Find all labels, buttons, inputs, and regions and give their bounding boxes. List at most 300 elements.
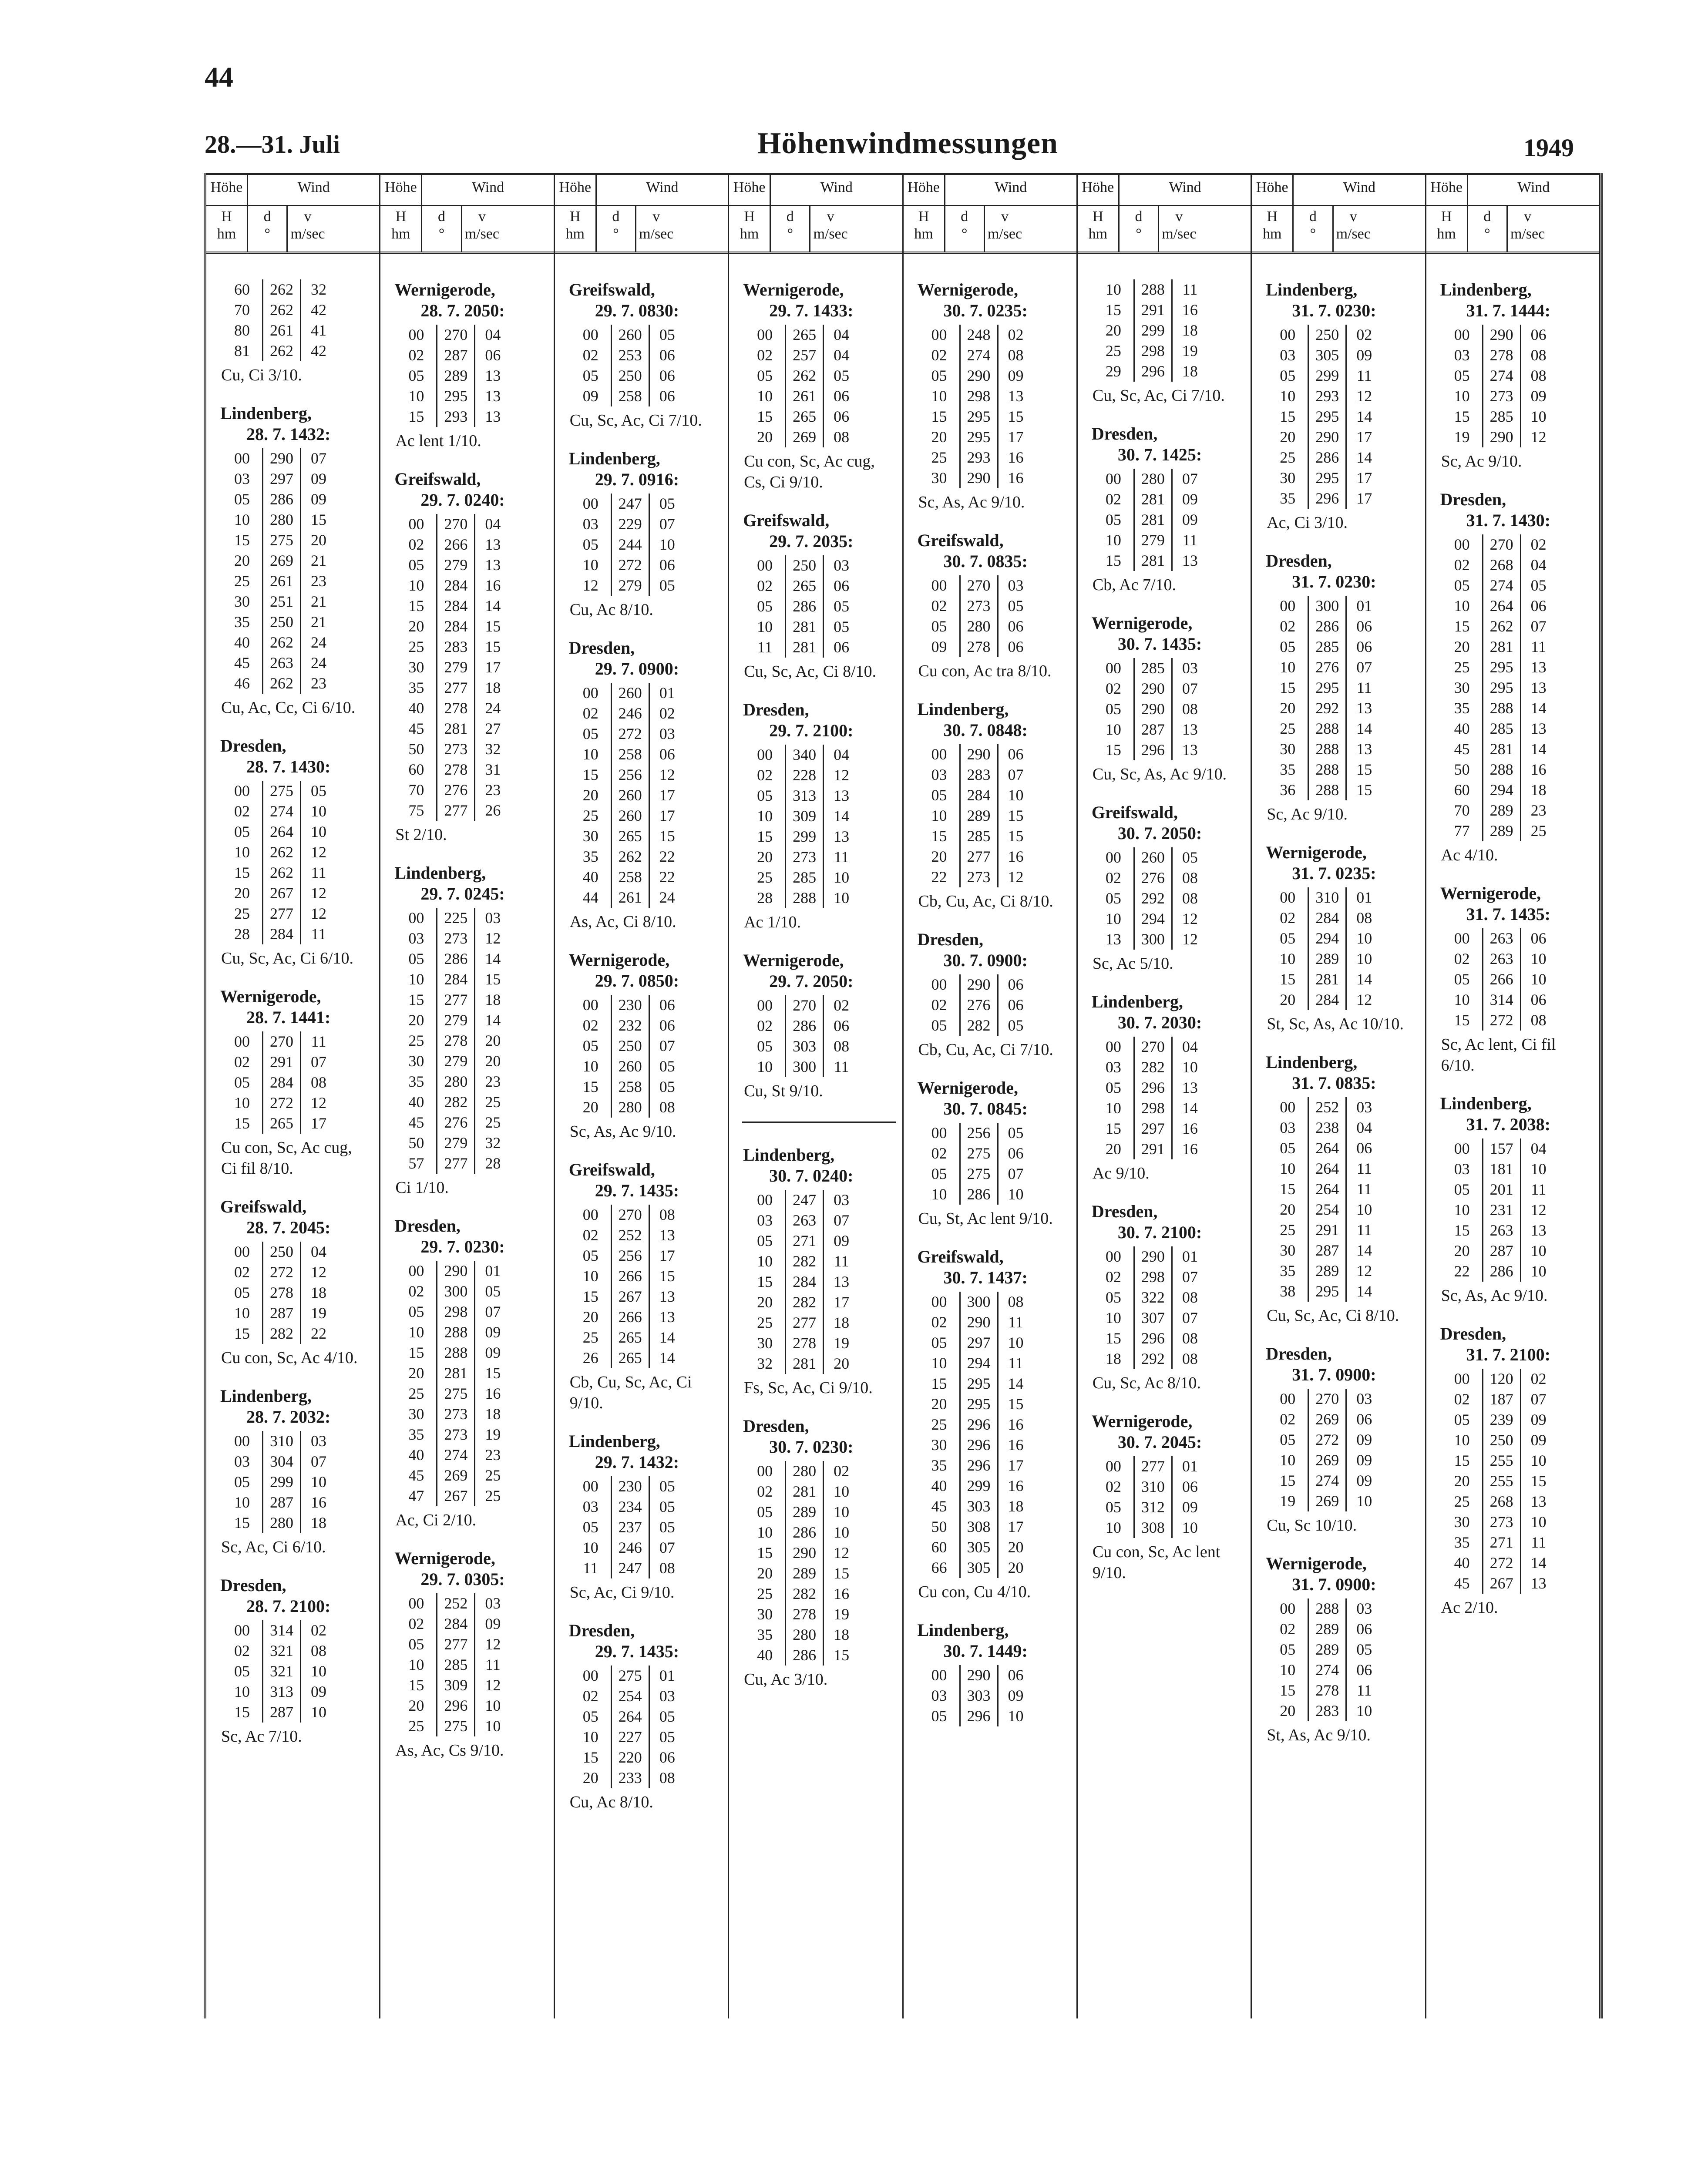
speed-cell: 14 — [1182, 1099, 1198, 1117]
direction-cell: 260 — [611, 683, 650, 703]
height-cell: 15 — [1454, 1222, 1470, 1239]
station-name: Lindenberg, — [568, 449, 660, 468]
height-cell: 30 — [757, 1334, 773, 1352]
wind-rows — [571, 494, 722, 596]
header-wind: Wind — [1120, 175, 1251, 206]
station-datetime: 29. 7. 1435: — [595, 1642, 679, 1661]
header-hoehe: Höhe — [729, 175, 771, 206]
height-cell: 10 — [408, 1656, 424, 1673]
station-datetime: 31. 7. 0900: — [1292, 1575, 1376, 1594]
speed-cell: 06 — [834, 408, 850, 425]
height-cell: 77 — [1454, 822, 1470, 840]
direction-cell: 281 — [785, 637, 824, 658]
direction-cell: 291 — [1133, 300, 1173, 320]
height-cell: 35 — [1280, 761, 1296, 778]
speed-cell: 17 — [659, 1247, 675, 1264]
speed-cell: 10 — [1182, 1058, 1198, 1076]
speed-cell: 08 — [311, 1074, 326, 1091]
cloud-note: Cb, Ac 7/10. — [1092, 576, 1176, 594]
station-datetime: 31. 7. 0835: — [1292, 1073, 1376, 1093]
direction-cell: 267 — [262, 883, 301, 903]
station-block — [1091, 613, 1244, 785]
height-cell: 00 — [1454, 1370, 1470, 1387]
speed-cell: 20 — [1008, 1538, 1024, 1556]
direction-cell: 296 — [1133, 740, 1173, 760]
height-cell: 00 — [1105, 1038, 1121, 1055]
column-header — [1252, 173, 1425, 254]
station-block — [568, 1431, 722, 1603]
direction-cell: 310 — [1133, 1477, 1173, 1497]
station-datetime: 30. 7. 0848: — [943, 720, 1028, 740]
station-name: Dresden, — [220, 1575, 286, 1595]
height-cell: 00 — [1280, 1098, 1296, 1116]
height-cell: 10 — [757, 1524, 773, 1541]
direction-cell: 287 — [1482, 1241, 1521, 1261]
direction-cell: 265 — [785, 325, 824, 345]
direction-cell: 262 — [785, 366, 824, 386]
speed-cell: 12 — [485, 930, 501, 947]
speed-cell: 42 — [311, 342, 326, 359]
height-cell: 15 — [1280, 1472, 1296, 1489]
speed-cell: 03 — [1008, 577, 1024, 594]
direction-cell: 304 — [262, 1451, 301, 1472]
speed-cell: 11 — [311, 1033, 326, 1050]
direction-cell: 281 — [1482, 637, 1521, 657]
height-cell: 02 — [582, 705, 598, 722]
speed-cell: 10 — [1008, 786, 1024, 804]
speed-cell: 24 — [311, 654, 326, 672]
speed-cell: 09 — [1530, 1431, 1547, 1449]
cloud-note: St, As, Ac 9/10. — [1267, 1726, 1371, 1744]
station-block — [917, 1078, 1070, 1229]
cloud-note: Cb, Cu, Sc, Ac, Ci 9/10. — [569, 1373, 692, 1412]
speed-cell: 16 — [1182, 301, 1198, 319]
direction-cell: 283 — [436, 637, 475, 657]
height-cell: 35 — [234, 613, 250, 631]
height-cell: 20 — [582, 1308, 598, 1326]
direction-cell: 277 — [1133, 1456, 1173, 1477]
height-cell: 10 — [757, 1253, 773, 1270]
height-cell: 00 — [234, 1432, 250, 1450]
wind-rows — [1268, 887, 1419, 1010]
direction-cell: 303 — [959, 1686, 999, 1706]
direction-cell: 322 — [1133, 1287, 1173, 1308]
direction-cell: 310 — [262, 1431, 301, 1451]
direction-cell: 286 — [785, 1522, 824, 1543]
header-d: d ° — [945, 206, 985, 252]
direction-cell: 295 — [1308, 678, 1347, 698]
height-cell: 19 — [1280, 1492, 1296, 1510]
direction-cell: 273 — [959, 867, 999, 887]
station-block — [1091, 991, 1244, 1184]
station-name: Dresden, — [1091, 1202, 1158, 1221]
speed-cell: 16 — [834, 1585, 850, 1602]
height-cell: 45 — [1454, 740, 1470, 758]
direction-cell: 280 — [785, 1461, 824, 1481]
speed-cell: 08 — [1182, 1330, 1198, 1347]
height-cell: 70 — [408, 781, 424, 799]
wind-rows — [222, 1620, 373, 1723]
height-cell: 00 — [931, 1124, 947, 1142]
speed-cell: 08 — [1008, 1293, 1024, 1310]
height-cell: 20 — [1280, 1702, 1296, 1719]
direction-cell: 266 — [611, 1307, 650, 1327]
speed-cell: 15 — [834, 1565, 850, 1582]
direction-cell: 289 — [785, 1502, 824, 1522]
wind-rows — [571, 995, 722, 1118]
height-cell: 00 — [1454, 930, 1470, 947]
speed-cell: 15 — [1356, 781, 1372, 799]
cloud-note: Ac 1/10. — [744, 913, 801, 931]
height-cell: 05 — [408, 1303, 424, 1320]
cloud-note: Sc, Ac 9/10. — [1441, 452, 1522, 470]
speed-cell: 04 — [834, 746, 850, 763]
cloud-note: Sc, As, Ac 9/10. — [918, 493, 1025, 511]
height-cell: 00 — [757, 557, 773, 574]
header-hoehe: Höhe — [1252, 175, 1294, 206]
speed-cell: 14 — [1530, 1554, 1547, 1572]
speed-cell: 09 — [485, 1323, 501, 1341]
direction-cell: 261 — [785, 386, 824, 406]
height-cell: 36 — [1280, 781, 1296, 799]
height-cell: 15 — [1280, 1180, 1296, 1198]
direction-cell: 278 — [785, 1333, 824, 1353]
header-hoehe: Höhe — [904, 175, 945, 206]
speed-cell: 32 — [485, 1134, 501, 1152]
speed-cell: 07 — [1008, 766, 1024, 783]
direction-cell: 261 — [262, 320, 301, 341]
wind-rows — [222, 781, 373, 944]
speed-cell: 05 — [1530, 577, 1547, 594]
direction-cell: 289 — [1308, 1639, 1347, 1660]
wind-rows — [571, 1205, 722, 1368]
height-cell: 35 — [408, 679, 424, 696]
speed-cell: 10 — [1530, 1160, 1547, 1178]
direction-cell: 230 — [611, 1476, 650, 1497]
height-cell: 10 — [757, 807, 773, 825]
speed-cell: 07 — [834, 1212, 850, 1229]
station-name: Lindenberg, — [568, 1431, 660, 1451]
wind-rows — [396, 325, 547, 427]
direction-cell: 270 — [785, 995, 824, 1016]
cloud-note: Cu, Sc, Ac, Ci 7/10. — [569, 411, 702, 430]
cloud-note: Ac, Ci 2/10. — [395, 1511, 477, 1529]
wind-rows — [745, 555, 896, 658]
speed-cell: 05 — [485, 1283, 501, 1300]
header-h: H hm — [206, 206, 248, 252]
speed-cell: 20 — [485, 1032, 501, 1049]
height-cell: 30 — [408, 1405, 424, 1423]
direction-cell: 281 — [436, 1363, 475, 1384]
speed-cell: 14 — [834, 807, 850, 825]
height-cell: 10 — [1105, 1519, 1121, 1536]
direction-cell: 262 — [262, 842, 301, 863]
speed-cell: 05 — [659, 1478, 675, 1495]
speed-cell: 05 — [659, 1728, 675, 1746]
wind-rows — [919, 1292, 1070, 1578]
direction-cell: 289 — [1308, 949, 1347, 969]
height-cell: 50 — [408, 740, 424, 758]
speed-cell: 12 — [1182, 910, 1198, 927]
direction-cell: 271 — [1482, 1532, 1521, 1553]
height-cell: 15 — [582, 1749, 598, 1766]
height-cell: 10 — [1280, 1160, 1296, 1177]
height-cell: 05 — [1280, 367, 1296, 384]
height-cell: 02 — [1280, 1410, 1296, 1428]
height-cell: 80 — [234, 322, 250, 339]
cloud-note: Cu con, Cu 4/10. — [918, 1583, 1031, 1601]
direction-cell: 267 — [1482, 1573, 1521, 1594]
speed-cell: 06 — [1008, 618, 1024, 635]
direction-cell: 265 — [785, 406, 824, 427]
header-units — [904, 206, 1076, 252]
direction-cell: 286 — [785, 1645, 824, 1666]
direction-cell: 274 — [436, 1445, 475, 1465]
direction-cell: 312 — [1133, 1497, 1173, 1518]
direction-cell: 281 — [785, 1481, 824, 1502]
speed-cell: 41 — [311, 322, 326, 339]
speed-cell: 13 — [485, 367, 501, 384]
direction-cell: 276 — [436, 780, 475, 800]
cloud-note: Ac 4/10. — [1441, 846, 1498, 864]
direction-cell: 287 — [1133, 719, 1173, 740]
height-cell: 15 — [234, 1703, 250, 1721]
height-cell: 00 — [931, 976, 947, 993]
direction-cell: 263 — [1482, 1220, 1521, 1241]
height-cell: 15 — [1454, 1452, 1470, 1469]
speed-cell: 13 — [834, 1273, 850, 1290]
height-cell: 81 — [234, 342, 250, 359]
direction-cell: 280 — [611, 1097, 650, 1118]
height-cell: 40 — [1454, 720, 1470, 737]
direction-cell: 292 — [1308, 698, 1347, 719]
station-datetime: 30. 7. 2030: — [1117, 1013, 1202, 1032]
direction-cell: 303 — [959, 1496, 999, 1517]
height-cell: 30 — [408, 658, 424, 676]
direction-cell: 265 — [785, 576, 824, 596]
height-cell: 05 — [1280, 638, 1296, 655]
table-column — [555, 173, 729, 2018]
station-datetime: 30. 7. 0230: — [769, 1437, 854, 1457]
direction-cell: 305 — [959, 1537, 999, 1558]
speed-cell: 13 — [485, 408, 501, 425]
wind-rows — [745, 1190, 896, 1374]
speed-cell: 02 — [1530, 1370, 1547, 1387]
speed-cell: 08 — [659, 1206, 675, 1223]
direction-cell: 266 — [1482, 969, 1521, 990]
station-name: Lindenberg, — [1266, 280, 1358, 299]
height-cell: 30 — [408, 1052, 424, 1070]
speed-cell: 32 — [311, 281, 326, 298]
station-block — [742, 699, 896, 933]
height-cell: 02 — [234, 803, 250, 820]
station-block — [219, 1196, 373, 1368]
header-h: H hm — [729, 206, 771, 252]
speed-cell: 15 — [1356, 761, 1372, 778]
height-cell: 00 — [582, 996, 598, 1014]
speed-cell: 10 — [1356, 930, 1372, 947]
direction-cell: 272 — [611, 555, 650, 575]
height-cell: 05 — [408, 950, 424, 967]
station-datetime: 28. 7. 1432: — [246, 424, 331, 444]
cloud-note: As, Ac, Ci 8/10. — [569, 913, 676, 931]
direction-cell: 296 — [436, 1696, 475, 1716]
station-datetime: 31. 7. 0230: — [1292, 301, 1376, 320]
height-cell: 10 — [582, 1728, 598, 1746]
speed-cell: 14 — [1530, 699, 1547, 717]
direction-cell: 280 — [436, 1071, 475, 1092]
direction-cell: 269 — [1308, 1491, 1347, 1511]
direction-cell: 298 — [1133, 1098, 1173, 1118]
height-cell: 05 — [582, 367, 598, 384]
speed-cell: 16 — [1008, 1436, 1024, 1454]
direction-cell: 273 — [436, 739, 475, 759]
direction-cell: 281 — [785, 617, 824, 637]
direction-cell: 290 — [1482, 325, 1521, 345]
height-cell: 00 — [757, 1191, 773, 1209]
station-block — [219, 403, 373, 718]
speed-cell: 11 — [1182, 281, 1198, 298]
height-cell: 05 — [1280, 1431, 1296, 1448]
header-h: H hm — [1078, 206, 1120, 252]
direction-cell: 280 — [959, 616, 999, 637]
direction-cell: 288 — [1308, 719, 1347, 739]
height-cell: 30 — [757, 1605, 773, 1623]
direction-cell: 294 — [959, 1353, 999, 1373]
speed-cell: 14 — [1356, 1242, 1372, 1259]
speed-cell: 17 — [311, 1115, 326, 1132]
height-cell: 00 — [408, 1262, 424, 1279]
height-cell: 02 — [931, 1313, 947, 1331]
height-cell: 00 — [1105, 1457, 1121, 1475]
direction-cell: 264 — [262, 822, 301, 842]
direction-cell: 295 — [436, 386, 475, 406]
direction-cell: 291 — [1308, 1220, 1347, 1240]
direction-cell: 293 — [959, 447, 999, 468]
speed-cell: 07 — [311, 1453, 326, 1470]
column-header — [380, 173, 553, 254]
speed-cell: 10 — [1008, 1185, 1024, 1203]
direction-cell: 289 — [959, 806, 999, 826]
speed-cell: 06 — [659, 387, 675, 405]
speed-cell: 13 — [1356, 699, 1372, 717]
station-datetime: 31. 7. 1435: — [1466, 904, 1550, 924]
height-cell: 00 — [931, 1666, 947, 1684]
speed-cell: 16 — [1182, 1120, 1198, 1137]
wind-rows — [1442, 928, 1593, 1031]
speed-cell: 23 — [311, 572, 326, 590]
station-name: Dresden, — [917, 930, 983, 949]
speed-cell: 06 — [1356, 1139, 1372, 1157]
height-cell: 02 — [234, 1053, 250, 1071]
height-cell: 00 — [408, 326, 424, 343]
direction-cell: 282 — [785, 1251, 824, 1272]
header-h: H hm — [1426, 206, 1468, 252]
direction-cell: 280 — [1133, 469, 1173, 489]
height-cell: 20 — [234, 884, 250, 902]
direction-cell: 279 — [436, 1010, 475, 1031]
station-name: Lindenberg, — [1440, 1094, 1532, 1113]
direction-cell: 278 — [436, 1031, 475, 1051]
height-cell: 15 — [582, 1288, 598, 1305]
height-cell: 15 — [234, 1514, 250, 1531]
direction-cell: 286 — [1482, 1261, 1521, 1282]
speed-cell: 17 — [485, 658, 501, 676]
height-cell: 03 — [1280, 1119, 1296, 1136]
speed-cell: 12 — [311, 843, 326, 861]
speed-cell: 14 — [485, 1011, 501, 1029]
station-name: Wernigerode, — [917, 280, 1018, 299]
direction-cell: 281 — [1308, 969, 1347, 990]
height-cell: 10 — [408, 1323, 424, 1341]
height-cell: 19 — [1454, 428, 1470, 446]
direction-cell: 263 — [785, 1210, 824, 1231]
height-cell: 15 — [1105, 301, 1121, 319]
height-cell: 40 — [1454, 1554, 1470, 1572]
height-cell: 05 — [1454, 1181, 1470, 1198]
height-cell: 20 — [757, 1293, 773, 1311]
height-cell: 45 — [408, 1114, 424, 1131]
speed-cell: 05 — [659, 495, 675, 512]
direction-cell: 295 — [959, 1373, 999, 1394]
speed-cell: 05 — [659, 1058, 675, 1075]
station-block — [393, 1216, 547, 1531]
direction-cell: 281 — [1133, 551, 1173, 571]
cloud-note: Cu, St, Ac lent 9/10. — [918, 1209, 1053, 1228]
direction-cell: 299 — [1133, 320, 1173, 341]
direction-cell: 288 — [1308, 1598, 1347, 1619]
height-cell: 00 — [757, 1462, 773, 1480]
direction-cell: 275 — [436, 1716, 475, 1736]
height-cell: 10 — [234, 1683, 250, 1700]
direction-cell: 275 — [611, 1666, 650, 1686]
speed-cell: 09 — [485, 1344, 501, 1361]
direction-cell: 298 — [1133, 341, 1173, 361]
speed-cell: 25 — [485, 1487, 501, 1504]
height-cell: 60 — [1454, 781, 1470, 799]
speed-cell: 10 — [311, 1662, 326, 1680]
direction-cell: 268 — [1482, 555, 1521, 575]
column-header — [555, 173, 728, 254]
direction-cell: 314 — [262, 1620, 301, 1641]
direction-cell: 284 — [1308, 908, 1347, 928]
height-cell: 10 — [1280, 1451, 1296, 1469]
speed-cell: 19 — [1182, 342, 1198, 359]
speed-cell: 08 — [311, 1642, 326, 1659]
speed-cell: 13 — [485, 387, 501, 405]
height-cell: 30 — [1280, 1242, 1296, 1259]
height-cell: 40 — [408, 1093, 424, 1111]
direction-cell: 260 — [611, 785, 650, 806]
direction-cell: 282 — [785, 1292, 824, 1313]
speed-cell: 02 — [1530, 536, 1547, 553]
wind-rows — [222, 1031, 373, 1134]
cloud-note: Fs, Sc, Ac, Ci 9/10. — [744, 1379, 873, 1397]
speed-cell: 14 — [1356, 1283, 1372, 1300]
speed-cell: 04 — [834, 346, 850, 364]
speed-cell: 08 — [834, 1038, 850, 1055]
height-cell: 30 — [1454, 679, 1470, 696]
speed-cell: 10 — [834, 1483, 850, 1500]
speed-cell: 13 — [1530, 720, 1547, 737]
height-cell: 29 — [1105, 363, 1121, 380]
height-cell: 05 — [931, 1017, 947, 1034]
height-cell: 10 — [1105, 1099, 1121, 1117]
wind-rows — [571, 683, 722, 908]
speed-cell: 13 — [1530, 1222, 1547, 1239]
direction-cell: 278 — [436, 759, 475, 780]
speed-cell: 10 — [311, 803, 326, 820]
